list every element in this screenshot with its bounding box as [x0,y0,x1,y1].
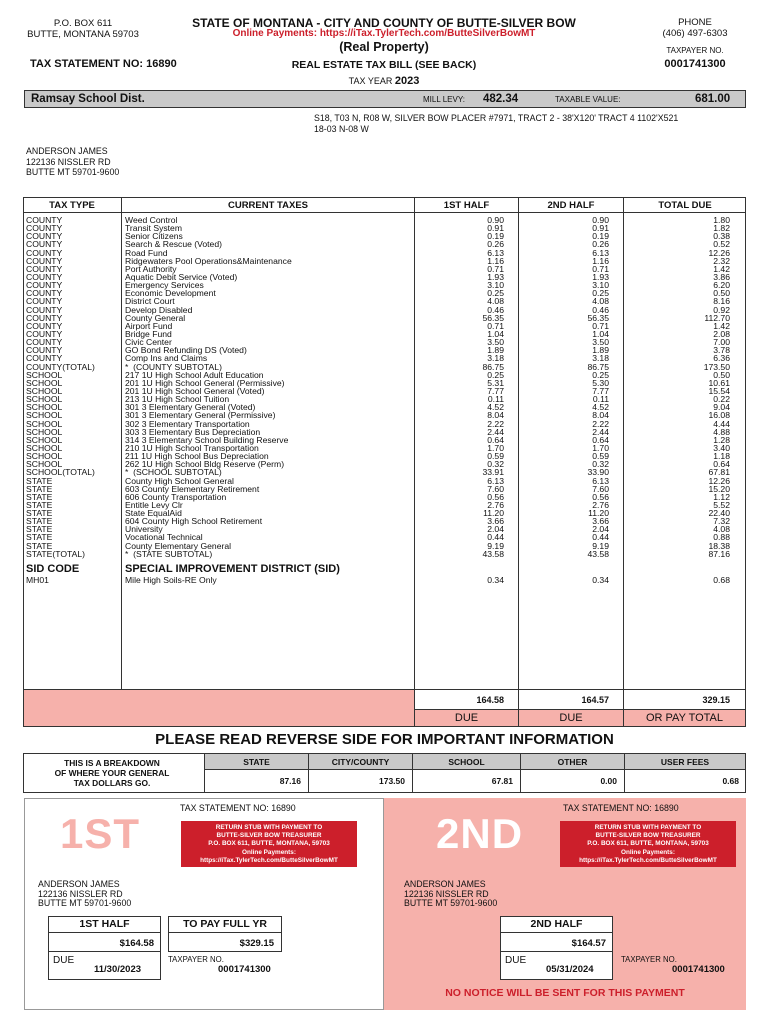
tax-type-cell: COUNTY [26,231,63,242]
tax-description-cell: Aquatic Debit Service (Voted) [125,271,238,282]
stub1-owner-street: 122136 NISSLER RD [38,888,123,899]
or-pay-total-label: OR PAY TOTAL [624,710,745,726]
tax-description-cell: Search & Rescue (Voted) [125,239,222,250]
first-half-cell: 0.64 [487,434,504,445]
tax-description-cell: 606 County Transportation [125,491,227,502]
tax-type-cell: COUNTY [26,247,63,258]
total-second-half: 164.57 [581,695,609,705]
second-half-cell: 4.08 [592,296,609,307]
tax-type-cell: STATE [26,499,53,510]
first-half-column [415,216,504,558]
total-due-cell: 0.64 [713,459,730,470]
tax-description-cell: 301 3 Elementary General (Voted) [125,402,256,413]
second-half-cell: 0.90 [592,215,609,225]
second-half-cell: 0.25 [592,369,609,380]
col-header-current-taxes: CURRENT TAXES [227,200,309,211]
tax-type-cell: SCHOOL [26,377,63,388]
tax-type-cell: COUNTY [26,320,63,331]
total-amount: 329.15 [702,695,730,705]
tax-description-cell: * (STATE SUBTOTAL) [125,548,213,559]
levy-bar [24,90,746,108]
second-half-cell: 0.64 [592,434,609,445]
sid-total: 0.68 [713,575,730,585]
col-header-first-half: 1ST HALF [443,200,490,211]
tax-description-cell: 302 3 Elementary Transportation [125,418,250,429]
tax-description-cell: 314 3 Elementary School Building Reserve [125,434,289,445]
tax-description-cell: County Elementary General [125,540,232,551]
second-half-cell: 3.10 [592,280,609,291]
total-due-cell: 12.26 [708,475,730,486]
second-half-cell: 1.04 [592,328,609,339]
tax-description-cell: GO Bond Refunding DS (Voted) [125,345,247,356]
tax-description-cell: 217 1U High School Adult Education [125,369,264,380]
stub2-amount: $164.57 [571,938,606,949]
tax-description-cell: Senior Citizens [125,231,183,242]
tax-type-cell: COUNTY(TOTAL) [26,361,95,372]
total-due-cell: 0.50 [713,369,730,380]
second-half-cell: 2.44 [592,426,609,437]
tax-type-cell: STATE [26,475,53,486]
breakdown-header-state: STATE [243,757,270,767]
total-due-cell: 3.40 [713,442,730,453]
second-half-cell: 0.32 [592,459,609,470]
tax-statement-no [30,58,177,70]
second-half-cell: 3.66 [592,516,609,527]
totals-pink-cell [24,690,414,726]
tax-type-cell: COUNTY [26,304,63,315]
first-half-cell: 11.20 [483,508,504,519]
tax-statement-value: 16890 [146,58,177,70]
tax-type-cell: SCHOOL [26,418,63,429]
second-half-cell: 3.18 [592,353,609,364]
total-due-cell: 67.81 [708,467,730,478]
first-half-cell: 0.11 [487,394,504,405]
second-half-cell: 0.26 [592,239,609,250]
first-half-cell: 0.25 [487,369,504,380]
second-half-cell: 0.11 [592,394,609,405]
stub1-big-label: 1ST [60,810,141,857]
stub1-taxpayer-no: 0001741300 [218,964,271,975]
tax-type-cell: STATE [26,483,53,494]
second-half-cell: 0.25 [592,288,609,299]
total-due-cell: 1.80 [713,215,730,225]
first-half-cell: 9.19 [487,540,504,551]
second-half-cell: 33.90 [587,467,609,478]
stub1-full-year-amount: $329.15 [239,938,274,949]
tax-description-cell: Ridgewaters Pool Operations&Maintenance [125,255,292,266]
tax-description-cell: County High School General [125,475,234,486]
owner-name: ANDERSON JAMES [26,146,108,156]
tax-description-cell: Bridge Fund [125,328,172,339]
tax-description-cell: 210 1U High School Transportation [125,442,259,453]
tax-description-cell: Entitle Levy Clr [125,499,183,510]
second-half-cell: 2.22 [592,418,609,429]
total-due-cell: 6.20 [713,280,730,291]
tax-type-cell: SCHOOL [26,385,63,396]
tax-type-cell: SCHOOL [26,402,63,413]
stub2-taxpayer-no: 0001741300 [672,964,725,975]
tax-description-cell: Airport Fund [125,320,173,331]
first-half-cell: 1.93 [487,271,504,282]
no-notice-warning: NO NOTICE WILL BE SENT FOR THIS PAYMENT [445,987,685,999]
first-half-cell: 0.44 [487,532,504,543]
tax-year [150,75,618,87]
sid-description: Mile High Soils-RE Only [125,575,217,585]
first-half-cell: 1.70 [487,442,504,453]
first-half-cell: 0.56 [487,491,504,502]
tax-type-cell: COUNTY [26,263,63,274]
tax-description-cell: 201 1U High School General (Permissive) [125,377,285,388]
stub1-full-year-label: TO PAY FULL YR [183,918,267,930]
second-half-cell: 0.71 [592,320,609,331]
stub2-taxpayer-label: TAXPAYER NO. [621,955,677,964]
total-due-cell: 15.20 [708,483,730,494]
tax-description-cell: 201 1U High School General (Voted) [125,385,265,396]
current-taxes-column [125,216,413,558]
mill-levy-label: MILL LEVY: [423,95,465,104]
first-half-cell: 0.90 [487,215,504,225]
second-half-cell: 8.04 [592,410,609,421]
stub1-taxpayer-label: TAXPAYER NO. [168,955,224,964]
online-payments-link[interactable]: Online Payments: https://iTax.TylerTech.com/ButteSilverBowMT [232,28,536,39]
second-half-cell: 0.59 [592,451,609,462]
total-due-cell: 7.00 [713,337,730,348]
first-half-cell: 1.89 [487,345,504,356]
stub2-half-label: 2ND HALF [530,918,583,930]
second-half-cell: 9.19 [592,540,609,551]
total-due-cell: 9.04 [713,402,730,413]
stub2-owner-name: ANDERSON JAMES [404,879,486,889]
breakdown-caption: THIS IS A BREAKDOWN OF WHERE YOUR GENERAL TAX DOLLARS GO. [54,758,170,788]
tax-type-cell: COUNTY [26,337,63,348]
tax-description-cell: Road Fund [125,247,168,258]
stub2-return-instructions: RETURN STUB WITH PAYMENT TO BUTTE-SILVER BOW TREASURER P.O. BOX 611, BUTTE, MONTANA, 59703 Online Payments: https://iTax.TylerTech.com/ButteSilverBowMT [560,821,736,867]
stub1-statement-no: TAX STATEMENT NO: 16890 [180,803,296,813]
tax-description-cell: Comp Ins and Claims [125,353,208,364]
total-due-cell: 4.08 [713,524,730,535]
first-half-cell: 0.46 [487,304,504,315]
tax-type-cell: COUNTY [26,328,63,339]
first-half-cell: 3.18 [487,353,504,364]
stub2-big-label: 2ND [436,810,524,857]
first-half-cell: 0.32 [487,459,504,470]
stub1-return-instructions: RETURN STUB WITH PAYMENT TO BUTTE-SILVER BOW TREASURER P.O. BOX 611, BUTTE, MONTANA, 59703 Online Payments: https://iTax.TylerTech.com/ButteSilverBowMT [181,821,357,867]
office-city: BUTTE, MONTANA 59703 [27,29,139,40]
stub2-owner-street: 122136 NISSLER RD [404,888,489,899]
stub2-due-label: DUE [505,955,527,966]
tax-description-cell: County General [125,312,186,323]
taxable-value-label: TAXABLE VALUE: [555,95,621,104]
breakdown-value-city-county: 173.50 [379,776,405,786]
sid-code-label: SID CODE [26,563,80,575]
col-header-tax-type: TAX TYPE [49,200,95,211]
stub1-amount: $164.58 [119,938,154,949]
stub1-owner-city: BUTTE MT 59701-9600 [38,898,132,908]
breakdown-value-state: 87.16 [279,776,301,786]
total-due-cell: 112.70 [704,312,730,323]
second-half-cell: 6.13 [592,475,609,486]
first-half-cell: 2.04 [487,524,504,535]
bill-title: STATE OF MONTANA - CITY AND COUNTY OF BUTTE-SILVER BOW [192,16,576,30]
first-half-cell: 5.31 [487,377,504,388]
tax-description-cell: 211 1U High School Bus Depreciation [125,451,269,462]
tax-type-cell: SCHOOL [26,369,63,380]
total-due-cell: 3.78 [713,345,730,356]
tax-type-cell: COUNTY [26,215,63,225]
breakdown-header-school: SCHOOL [448,757,485,767]
second-half-column [519,216,609,558]
stub1-due-date: 11/30/2023 [94,964,142,975]
second-half-cell: 43.58 [587,548,609,559]
col-header-total-due: TOTAL DUE [658,200,712,211]
first-half-cell: 0.19 [487,231,504,242]
total-due-cell: 15.54 [708,385,730,396]
total-due-cell: 1.42 [713,320,730,331]
tax-type-cell: STATE [26,540,53,551]
tax-description-cell: Transit System [125,223,182,234]
owner-city: BUTTE MT 59701-9600 [26,167,120,177]
tax-type-cell: SCHOOL [26,459,63,470]
sid-first-half: 0.34 [487,575,504,585]
tax-description-cell: * (SCHOOL SUBTOTAL) [125,467,222,478]
tax-type-cell: COUNTY [26,280,63,291]
tax-description-cell: University [125,524,163,535]
first-half-cell: 0.71 [487,320,504,331]
first-half-cell: 1.04 [487,328,504,339]
second-half-cell: 11.20 [588,508,609,519]
tax-type-cell: COUNTY [26,288,63,299]
total-due-cell: 1.82 [713,223,730,234]
tax-type-cell: SCHOOL [26,451,63,462]
second-half-cell: 0.44 [592,532,609,543]
tax-description-cell: * (COUNTY SUBTOTAL) [125,361,222,372]
tax-year-label: TAX YEAR [348,76,393,86]
tax-type-cell: SCHOOL [26,442,63,453]
tax-type-cell: COUNTY [26,255,63,266]
first-half-cell: 86.75 [482,361,504,372]
phone-label: PHONE [678,17,712,28]
breakdown-value-other: 0.00 [600,776,617,786]
tax-description-cell: District Court [125,296,175,307]
first-half-cell: 33.91 [482,467,504,478]
taxable-value: 681.00 [695,93,731,105]
total-due-column [624,216,730,558]
total-due-cell: 8.16 [713,296,730,307]
tax-description-cell: 303 3 Elementary Bus Depreciation [125,426,261,437]
total-due-cell: 22.40 [708,508,730,519]
total-due-cell: 1.18 [713,451,730,462]
breakdown-header-other: OTHER [557,757,588,767]
breakdown-header-city-county: CITY/COUNTY [331,757,390,767]
first-half-cell: 6.13 [487,247,504,258]
first-half-cell: 4.08 [487,296,504,307]
office-po-box: P.O. BOX 611 [53,18,113,29]
tax-type-cell: SCHOOL [26,426,63,437]
tax-description-cell: 262 1U High School Bldg Reserve (Perm) [125,459,285,470]
tax-type-cell: COUNTY [26,345,63,356]
tax-description-cell: Weed Control [125,215,178,225]
tax-description-cell: Develop Disabled [125,304,193,315]
second-half-cell: 7.60 [592,483,609,494]
tax-description-cell: 603 County Elementary Retirement [125,483,260,494]
read-reverse-notice: PLEASE READ REVERSE SIDE FOR IMPORTANT INFORMATION [155,731,614,748]
breakdown-header-user-fees: USER FEES [660,757,710,767]
second-half-cell: 86.75 [587,361,609,372]
first-half-cell: 7.60 [487,483,504,494]
total-due-cell: 2.32 [713,255,730,266]
tax-description-cell: 213 1U High School Tuition [125,394,230,405]
total-due-cell: 0.52 [713,239,730,250]
stub1-half-label: 1ST HALF [79,918,130,930]
total-due-cell: 0.92 [713,304,730,315]
second-half-cell: 0.91 [592,223,609,234]
tax-year-value: 2023 [394,75,420,87]
taxpayer-no-label: TAXPAYER NO. [666,46,724,55]
total-due-cell: 3.86 [713,271,730,282]
tax-description-cell: Economic Development [125,288,216,299]
owner-street: 122136 NISSLER RD [26,156,111,167]
total-due-cell: 12.26 [708,247,730,258]
tax-description-cell: Civic Center [125,337,172,348]
first-half-cell: 2.44 [487,426,504,437]
total-due-cell: 87.16 [708,548,730,559]
stub2-due-date: 05/31/2024 [546,964,594,975]
first-half-cell: 3.66 [487,516,504,527]
first-half-cell: 2.22 [487,418,504,429]
tax-type-cell: COUNTY [26,239,63,250]
mill-levy-value: 482.34 [483,93,519,105]
tax-description-cell: Emergency Services [125,280,204,291]
total-due-cell: 173.50 [703,361,730,372]
sid-section-label: SPECIAL IMPROVEMENT DISTRICT (SID) [125,563,340,575]
total-due-cell: 18.38 [708,540,730,551]
second-half-cell: 4.52 [592,402,609,413]
second-half-cell: 6.13 [592,247,609,258]
tax-type-cell: SCHOOL [26,394,63,405]
tax-type-column [26,216,120,558]
first-half-cell: 4.52 [487,402,504,413]
sid-second-half: 0.34 [592,575,609,585]
second-half-cell: 0.71 [592,263,609,274]
tax-description-cell: Vocational Technical [125,532,203,543]
stub2-statement-no: TAX STATEMENT NO: 16890 [563,803,679,813]
total-due-cell: 1.42 [713,263,730,274]
first-half-cell: 56.35 [482,312,504,323]
second-half-cell: 2.04 [592,524,609,535]
stub2-owner-city: BUTTE MT 59701-9600 [404,898,498,908]
total-due-cell: 7.32 [713,516,730,527]
second-half-cell: 1.70 [592,442,609,453]
total-due-cell: 1.28 [713,434,730,445]
second-half-cell: 1.16 [592,255,609,266]
total-due-cell: 0.38 [713,231,730,242]
total-due-cell: 0.88 [713,532,730,543]
tax-type-cell: STATE [26,532,53,543]
tax-type-cell: STATE [26,516,53,527]
second-half-cell: 1.93 [592,271,609,282]
tax-type-cell: COUNTY [26,223,63,234]
second-half-cell: 0.46 [592,304,609,315]
breakdown-value-school: 67.81 [491,776,513,786]
tax-type-cell: COUNTY [26,271,63,282]
second-half-cell: 2.76 [592,499,609,510]
second-half-cell: 3.50 [592,337,609,348]
total-due-cell: 6.36 [713,353,730,364]
sid-code: MH01 [26,575,49,585]
property-type: (Real Property) [339,40,429,54]
stub1-owner-name: ANDERSON JAMES [38,879,120,889]
due-label-second: DUE [519,710,623,726]
first-half-cell: 1.16 [487,255,504,266]
total-due-cell: 5.52 [713,499,730,510]
first-half-cell: 0.91 [487,223,504,234]
total-due-cell: 1.12 [713,491,730,502]
legal-description: S18, T03 N, R08 W, SILVER BOW PLACER #7971, TRACT 2 - 38'X120' TRACT 4 1102'X521 18-03 N-08 W [314,113,679,134]
bill-subtitle: REAL ESTATE TAX BILL (SEE BACK) [291,59,477,71]
tax-description-cell: 604 County High School Retirement [125,516,263,527]
school-district: Ramsay School Dist. [31,93,145,105]
first-half-cell: 43.58 [482,548,504,559]
tax-type-cell: COUNTY [26,353,63,364]
first-half-cell: 0.59 [487,451,504,462]
phone-number: (406) 497-6303 [662,28,728,39]
first-half-cell: 3.10 [487,280,504,291]
tax-description-cell: State EqualAid [125,508,182,519]
tax-statement-label: TAX STATEMENT NO: [30,58,144,70]
tax-type-cell: STATE [26,508,53,519]
first-half-cell: 0.71 [487,263,504,274]
total-due-cell: 10.61 [708,377,730,388]
tax-type-cell: STATE(TOTAL) [26,548,86,559]
tax-type-cell: STATE [26,524,53,535]
second-half-cell: 5.30 [592,377,609,388]
total-due-cell: 4.88 [713,426,730,437]
breakdown-value-user-fees: 0.68 [722,776,739,786]
total-due-cell: 0.22 [713,394,730,405]
second-half-cell: 1.89 [592,345,609,356]
tax-type-cell: STATE [26,491,53,502]
first-half-cell: 8.04 [487,410,504,421]
col-header-second-half: 2ND HALF [547,200,595,211]
second-half-cell: 0.56 [592,491,609,502]
tax-description-cell: Port Authority [125,263,177,274]
total-due-cell: 4.44 [713,418,730,429]
tax-description-cell: 301 3 Elementary General (Permissive) [125,410,276,421]
due-label-first: DUE [415,710,518,726]
tax-type-cell: COUNTY [26,296,63,307]
taxpayer-no: 0001741300 [664,58,726,70]
first-half-cell: 7.77 [487,385,504,396]
total-due-cell: 2.08 [713,328,730,339]
tax-type-cell: SCHOOL(TOTAL) [26,467,95,478]
first-half-cell: 0.25 [487,288,504,299]
total-due-cell: 16.08 [708,410,730,421]
tax-type-cell: SCHOOL [26,434,63,445]
stub1-due-label: DUE [53,955,75,966]
total-due-cell: 0.50 [713,288,730,299]
second-half-cell: 56.35 [587,312,609,323]
first-half-cell: 3.50 [487,337,504,348]
first-half-cell: 6.13 [487,475,504,486]
tax-type-cell: SCHOOL [26,410,63,421]
total-first-half: 164.58 [476,695,504,705]
tax-type-cell: COUNTY [26,312,63,323]
second-half-cell: 7.77 [592,385,609,396]
second-half-cell: 0.19 [592,231,609,242]
first-half-cell: 0.26 [487,239,504,250]
first-half-cell: 2.76 [487,499,504,510]
